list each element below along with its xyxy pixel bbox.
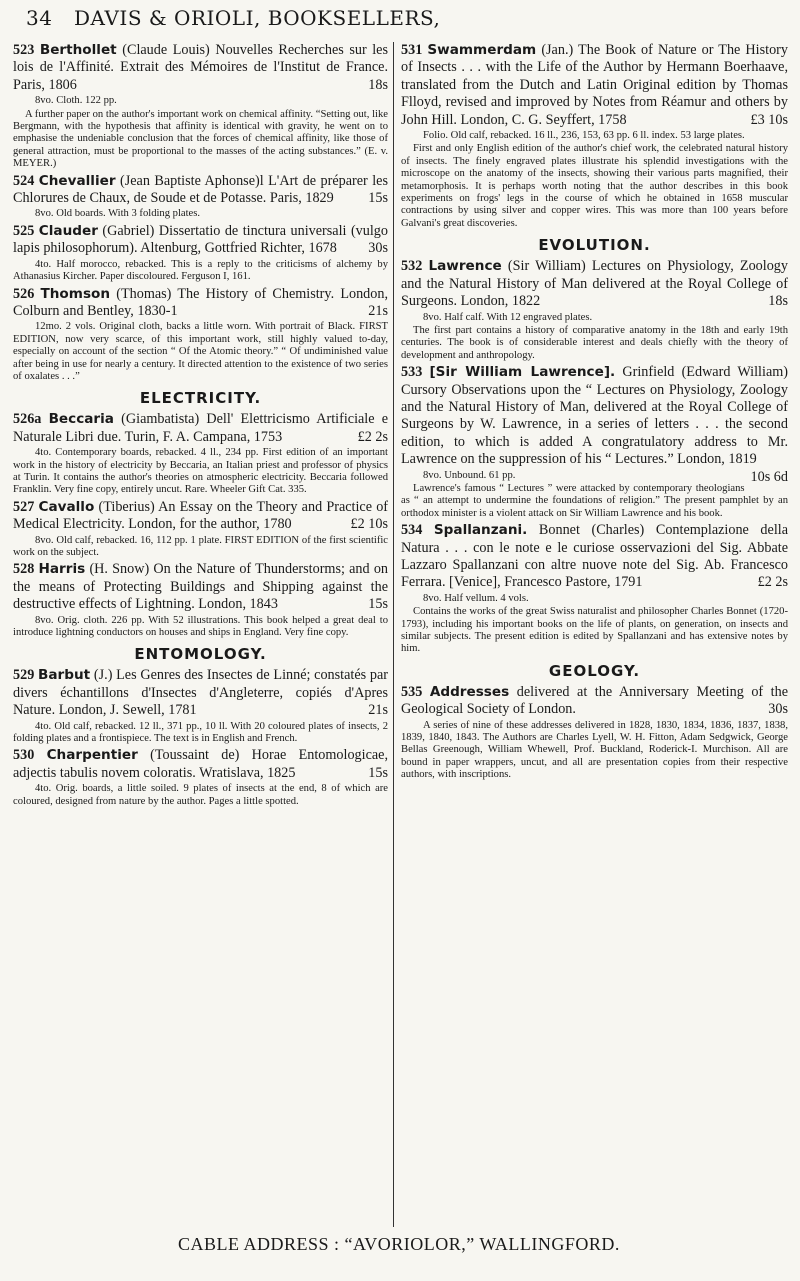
entry-number: 526a [13,411,42,428]
catalogue-entry [13,42,388,171]
catalogue-entry [13,173,388,221]
entry-heading [401,42,788,129]
entry-author: Lawrence [428,258,502,275]
entry-price: £2 10s [350,516,388,533]
entry-title: (Tiberius) An Essay on the Theory and Practice of Medical Electricity. London, for the author, 1780 [13,498,389,533]
entry-title: (Sir William) Lectures on Physiology, Zoology and the Natural History of Man delivered at the Royal College of Surgeons. London, 1822 [401,258,788,310]
entry-author: Swammerdam [427,42,537,58]
entry-price: 10s 6d [750,468,788,485]
entry-heading [13,667,388,719]
entry-number: 532 [401,258,423,275]
left-column [13,42,388,810]
entry-note: Contains the works of the great Swiss naturalist and philosopher Charles Bonnet (1720-1793), including his important books on the life of plants, on generation, on insects and similar subjects. The present edition is edited by Spallanzani and has extensive notes by him. [401,606,788,655]
catalogue-entry [13,747,388,808]
entry-number: 527 [13,498,35,515]
entry-title: (Jan.) The Book of Nature or The History of Insects . . . with the Life of the Author by Hermann Boerhaave, translated from the Dutch and Latin Original edition by Thomas Flloyd, revised and improved by Notes from Réamur and others by John Hill. London, C. G. Seyffert, 1758 [401,42,788,128]
entry-heading [13,223,388,258]
entry-title: (Giambatista) Dell' Elettricismo Artificiale e Naturale Libri due. Turin, F. A. Campana, 1753 [13,411,389,445]
entry-price: 18s [768,293,788,310]
entry-number: 526 [13,285,35,302]
catalogue-entry [401,364,788,520]
column-divider [393,42,394,1227]
entry-title: (Thomas) The History of Chemistry. London, Colburn and Bentley, 1830-1 [13,285,389,319]
entry-title: Grinfield (Edward William) Cursory Observations upon the “ Lectures on Physiology, Zoology and the Natural History of Man, delivered at the Royal College of Surgeons by W. Lawrence, in a series of letters . . . the second edition, to which is added A congratulatory address to Mr. Lawrence on the suppression of his “ Lectures.” London, 1819 [401,364,789,468]
entry-note: First and only English edition of the author's chief work, the celebrated natural history of insects. The finely engraved plates illustrate his splendid investigations with the microscope on the anatomy of the insects, showing their various parts magnified, their metamorphosis. It is perhaps worth noting that the author describes in this book experiments on frogs' legs in the course of which he obtained in 1658 muscular contractions by using silver and copper wires. This was more than 100 years before Galvani's great discoveries. [401,143,788,229]
entry-author: [Sir William Lawrence]. [429,364,616,381]
entry-heading [13,411,388,446]
entry-title: delivered at the Anniversary Meeting of the Geological Society of London. [401,683,789,718]
entry-note: 8vo. Unbound. 61 pp. [423,469,516,481]
entry-number: 528 [13,561,35,578]
section-heading-entomology: ENTOMOLOGY. [134,645,267,664]
entry-note: 4to. Old calf, rebacked. 12 ll., 371 pp., 10 ll. With 20 coloured plates of insects, 2 folding plates and a frontispiece. The text is in English and French. [13,720,388,745]
entry-price: 21s [368,302,388,319]
entry-note: A series of nine of these addresses delivered in 1828, 1830, 1834, 1836, 1837, 1838, 1839, 1840, 1843. The Authors are Charles Lyell, W. H. Fitton, Adam Sedgwick, George Bellas Greenough, William Whewell, Prof. Buckland, Roderick-I. Murchison. All are bound in paper wrappers, uncut, and all are presentation copies from their respective authors, with inscriptions. [401,719,788,781]
entry-note: 8vo. Old boards. With 3 folding plates. [35,208,201,220]
entry-title: Bonnet (Charles) Contemplazione della Natura . . . con le note e le curiose osservazioni del Sig. Abbate Lazzaro Spallanzani con altre nuove note del Sig. Ab. Francesco Ferrara. [Venice], Francesco Pastore, 1791 [401,522,789,591]
entry-number: 523 [13,42,35,58]
entry-heading [13,747,388,782]
entry-note: Lawrence's famous “ Lectures ” were attacked by contemporary theologians as “ an attempt to undermine the foundations of religion.” The present pamphlet by an orthodox minister is a violent attack on Sir William Lawrence and his book. [401,482,788,519]
entries-entomology [13,667,388,808]
entry-author: Addresses [429,683,510,700]
catalogue-entry [13,286,388,384]
entry-number: 524 [13,172,35,189]
entry-note: 8vo. Old calf, rebacked. 16, 112 pp. 1 plate. FIRST EDITION of the first scientific work on the subject. [13,534,388,558]
entry-number: 535 [401,683,423,700]
entry-note: A further paper on the author's important work on chemical affinity. “Setting out, like Bergmann, with the hypothesis that affinity is identical with gravity, he went on to emphasise the undeniable conclusion that the forces of chemical affinity, like those of general attraction, must be proportional to the masses of the acting substances.” (E. v. MEYER.) [13,108,388,170]
section-heading-electricity: ELECTRICITY. [139,389,262,408]
entry-note: The first part contains a history of comparative anatomy in the 18th and early 19th centuries. The book is of considerable interest and deals chiefly with the theory of development and anthropology. [401,324,788,361]
entry-number: 534 [401,522,423,539]
catalogue-entry [401,42,788,230]
section-heading-geology: GEOLOGY. [548,661,641,680]
entry-number: 531 [401,42,423,58]
entry-price: 15s [368,764,388,781]
catalogue-entry [13,561,388,639]
entry-author: Cavallo [38,498,95,515]
entry-title: (Claude Louis) Nouvelles Recherches sur les lois de l'Affinité. Extrait des Mémoires de l'Institut de France. Paris, 1806 [13,42,388,93]
right-column [401,42,788,784]
catalogue-entry [13,499,388,560]
entry-price: £2 2s [357,428,388,445]
entry-price: 18s [368,76,388,93]
entry-heading [13,173,388,208]
entry-author: Charpentier [46,747,138,764]
entry-author: Chevallier [38,172,116,189]
entry-number: 530 [13,747,35,764]
entries-natural-history [401,42,788,230]
entries-chemistry [13,42,388,383]
cable-address-footer: CABLE ADDRESS : “AVORIOLOR,” WALLINGFORD. [178,1234,620,1254]
entry-title: (Gabriel) Dissertatio de tinctura universali (vulgo lapis philosophorum). Altenburg, Gottfried Richter, 1678 [13,222,388,257]
entry-author: Harris [38,561,86,578]
entry-author: Beccaria [48,411,114,428]
entry-author: Berthollet [39,42,117,58]
entry-author: Clauder [38,222,98,239]
entry-price: 30s [768,701,788,718]
catalogue-entry [401,684,788,782]
catalogue-entry [401,258,788,362]
entries-evolution [401,258,788,656]
entry-note: 4to. Orig. boards, a little soiled. 9 plates of insects at the end, 8 of which are coloured, designed from nature by the author. Pages a little spotted. [13,783,388,807]
page-number: 34 [26,6,53,30]
entries-electricity [13,411,388,639]
entry-price: 15s [368,190,388,207]
entry-note: 8vo. Cloth. 122 pp. [35,95,117,107]
entry-number: 525 [13,222,35,239]
entry-note: Folio. Old calf, rebacked. 16 ll., 236, 153, 63 pp. 6 ll. index. 53 large plates. [423,130,745,142]
entry-heading [401,684,788,719]
catalogue-entry [401,522,788,656]
catalogue-entry [13,223,388,284]
entry-number: 533 [401,364,423,381]
entry-note: 4to. Half morocco, rebacked. This is a reply to the criticisms of alchemy by Athanasius Kircher. Paper discoloured. Ferguson I, 161. [13,258,388,283]
entry-heading [13,286,388,321]
entry-author: Barbut [38,667,91,684]
entry-note: 8vo. Orig. cloth. 226 pp. With 52 illustrations. This book helped a great deal to introduce lightning conductors on houses and ships in England. Very fine copy. [13,614,388,639]
entry-title: (Toussaint de) Horae Entomologicae, adjectis tabulis novem coloratis. Wratislava, 1825 [13,747,389,781]
section-heading-evolution: EVOLUTION. [538,236,651,255]
entry-heading [13,42,388,94]
entry-number: 529 [13,667,35,684]
entry-price: 30s [368,240,388,257]
entry-note: 8vo. Half calf. With 12 engraved plates. [423,311,593,323]
entry-heading [401,522,788,592]
publisher-heading: DAVIS & ORIOLI, BOOKSELLERS, [74,6,441,30]
entries-geology [401,684,788,782]
entry-title: (J.) Les Genres des Insectes de Linné; constatés par divers échantillons d'Insectes d'Angleterre, copiés d'Apres Nature. London, J. Sewell, 1781 [13,667,389,719]
catalogue-entry [13,411,388,496]
entry-title: (Jean Baptiste Aphonse)l L'Art de préparer les Chlorures de Chaux, de Soude et de Potasse. Paris, 1829 [13,172,388,207]
entry-price: £2 2s [757,574,788,591]
entry-price: 15s [368,596,388,613]
entry-note: 4to. Contemporary boards, rebacked. 4 ll., 234 pp. First edition of an important work in the history of electricity by Beccaria, an Italian priest and professor of physics at Turin. It contains the author's theories on atmospheric electricity. Beccaria followed Franklin. Very fine copy, entirely uncut. Rare. Wheeler Gift Cat. 335. [13,447,388,496]
entry-price: £3 10s [750,111,788,128]
entry-price: 21s [368,702,388,719]
entry-title: (H. Snow) On the Nature of Thunderstorms; and on the means of Protecting Buildings and Shipping against the destructive effects of Lightning. London, 1843 [13,561,389,613]
entry-note: 12mo. 2 vols. Original cloth, backs a little worn. With portrait of Black. FIRST EDITION, now very scarce, of this important work, still highly valued to-day, especially on account of the section “ Of the Atomic theory.” “ Of undiminished value after being in use for nearly a century. It directed attention to the existence of two series of oxalates . . .” [13,321,388,382]
entry-heading [401,258,788,310]
catalogue-entry [13,667,388,745]
entry-note: 8vo. Half vellum. 4 vols. [423,592,529,604]
entry-heading [13,561,388,613]
entry-heading [13,499,388,534]
entry-author: Thomson [40,285,111,302]
entry-author: Spallanzani. [433,522,528,539]
